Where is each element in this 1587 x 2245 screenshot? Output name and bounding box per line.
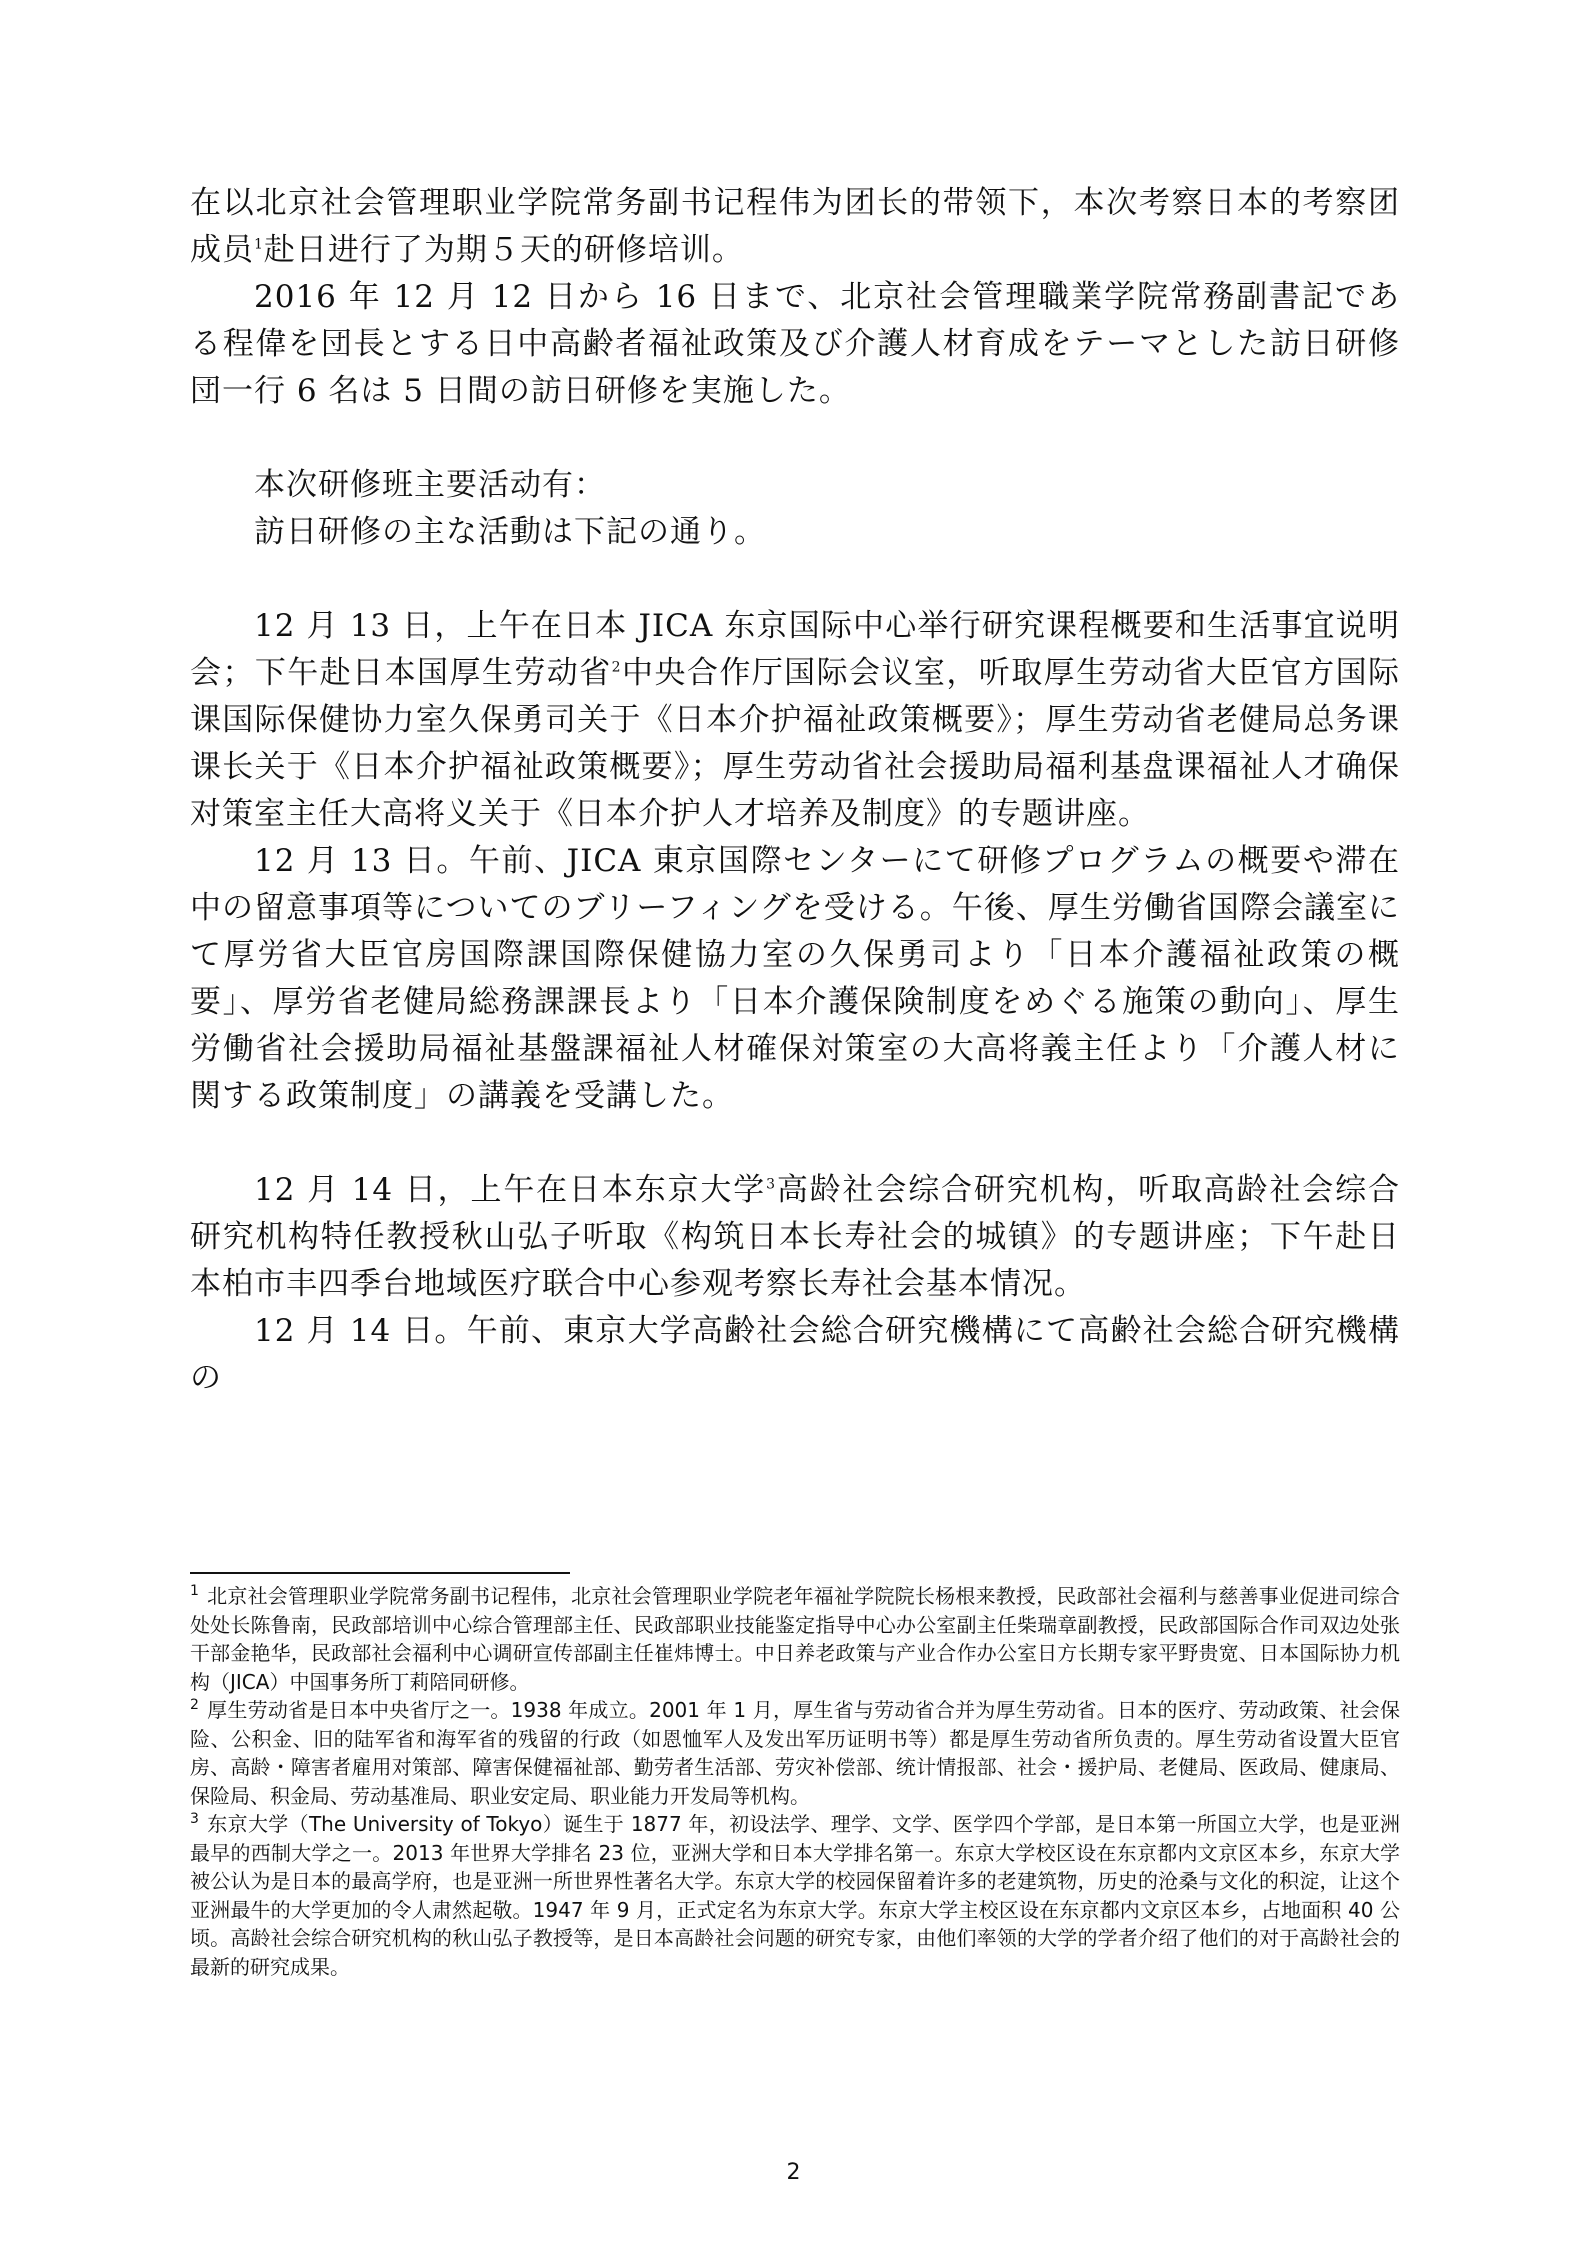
- paragraph: [190, 838, 1400, 1120]
- footnote-text: 北京社会管理职业学院常务副书记程伟，北京社会管理职业学院老年福祉学院院长杨根来教授，民政部社会福利与慈善事业促进司综合处处长陈鲁南，民政部培训中心综合管理部主任、民政部职业技能鉴定指导中心办公室副主任柴瑞章副教授，民政部国际合作司双边处张干部金艳华，民政部社会福利中心调研宣传部副主任崔炜博士。中日养老政策与产业合作办公室日方长期专家平野贵宽、日本国际协力机构（JICA）中国事务所丁莉陪同研修。: [190, 1584, 1400, 1694]
- paragraph-text: 訪日研修の主な活動は下記の通り。: [254, 514, 766, 550]
- paragraph-text: 本次研修班主要活动有：: [254, 467, 606, 503]
- paragraph: [190, 509, 1400, 556]
- footnotes: [190, 1582, 1400, 1981]
- footnote-reference: 3: [766, 1176, 776, 1193]
- footnote-text: 厚生劳动省是日本中央省厅之一。1938 年成立。2001 年 1 月，厚生省与劳动省合并为厚生劳动省。日本的医疗、劳动政策、社会保险、公积金、旧的陆军省和海军省的残留的行政（如恩恤军人及发出军历证明书等）都是厚生劳动省所负责的。厚生劳动省设置大臣官房、高龄・障害者雇用对策部、障害保健福祉部、勤劳者生活部、劳灾补偿部、统计情报部、社会・援护局、老健局、医政局、健康局、保险局、积金局、劳动基准局、职业安定局、职业能力开发局等机构。: [190, 1698, 1400, 1808]
- paragraph-text: 中央合作厅国际会议室，听取厚生劳动省大臣官方国际课国际保健协力室久保勇司关于《日本介护福祉政策概要》；厚生劳动省老健局总务课课长关于《日本介护福祉政策概要》；厚生劳动省社会援助局福利基盘课福祉人才确保对策室主任大高将义关于《日本介护人才培养及制度》的专题讲座。: [190, 655, 1401, 832]
- body-text: [190, 180, 1400, 1402]
- paragraph-text: 2016 年 12 月 12 日から 16 日まで、北京社会管理職業学院常務副書記である程偉を団長とする日中高齢者福祉政策及び介護人材育成をテーマとした訪日研修団一行 6 名は 5 日間の訪日研修を実施した。: [190, 279, 1400, 409]
- footnote-number: 2: [190, 1697, 199, 1714]
- paragraph-gap: [190, 1120, 1400, 1167]
- page-number: 2: [786, 2160, 801, 2185]
- footnote-text: 东京大学（The University of Tokyo）诞生于 1877 年，初设法学、理学、文学、医学四个学部，是日本第一所国立大学，也是亚洲最早的西制大学之一。2013 年世界大学排名 23 位，亚洲大学和日本大学排名第一。东京大学校区设在东京都内文京区本乡，东京大学被公认为是日本的最高学府，也是亚洲一所世界性著名大学。东京大学的校园保留着许多的老建筑物，历史的沧桑与文化的积淀，让这个亚洲最牛的大学更加的令人肃然起敬。1947 年 9 月，正式定名为东京大学。东京大学主校区设在东京都内文京区本乡，占地面积 40 公顷。高龄社会综合研究机构的秋山弘子教授等，是日本高龄社会问题的研究专家，由他们率领的大学的学者介绍了他们的对于高龄社会的最新的研究成果。: [190, 1812, 1400, 1979]
- paragraph-gap: [190, 556, 1400, 603]
- paragraph: [190, 1167, 1400, 1308]
- paragraph-text: 12 月 14 日。午前、東京大学高齢社会総合研究機構にて高齢社会総合研究機構の: [190, 1313, 1400, 1396]
- footnote-reference: 2: [611, 659, 622, 676]
- paragraph: [190, 180, 1400, 274]
- paragraph-text: 在以北京社会管理职业学院常务副书记程伟为团长的带领下，本次考察日本的考察团成员: [190, 185, 1400, 268]
- paragraph-gap: [190, 415, 1400, 462]
- footnote-reference: 1: [254, 236, 264, 253]
- paragraph-text: 赴日进行了为期５天的研修培训。: [263, 232, 744, 268]
- paragraph: [190, 274, 1400, 415]
- paragraph: [190, 462, 1400, 509]
- paragraph-text: 高龄社会综合研究机构，听取高龄社会综合研究机构特任教授秋山弘子听取《构筑日本长寿社会的城镇》的专题讲座；下午赴日本柏市丰四季台地域医疗联合中心参观考察长寿社会基本情况。: [190, 1172, 1400, 1302]
- paragraph: [190, 1308, 1400, 1402]
- footnote-number: 3: [190, 1811, 199, 1828]
- footnote: [190, 1696, 1400, 1810]
- paragraph-text: 12 月 13 日。午前、JICA 東京国際センターにて研修プログラムの概要や滞在中の留意事項等についてのブリーフィングを受ける。午後、厚生労働省国際会議室にて厚労省大臣官房国際課国際保健協力室の久保勇司より「日本介護福祉政策の概要」、厚労省老健局総務課課長より「日本介護保険制度をめぐる施策の動向」、厚生労働省社会援助局福祉基盤課福祉人材確保対策室の大高将義主任より「介護人材に関する政策制度」の講義を受講した。: [190, 843, 1400, 1114]
- footnote-number: 1: [190, 1583, 199, 1600]
- paragraph-text: 12 月 14 日，上午在日本东京大学: [254, 1172, 767, 1208]
- footnote-separator: [190, 1572, 570, 1574]
- paragraph-text: 12 月 13 日，上午在日本 JICA 东京国际中心举行研究课程概要和生活事宜说明会；下午赴日本国厚生劳动省: [190, 608, 1400, 691]
- footnote: [190, 1810, 1400, 1981]
- paragraph: [190, 603, 1400, 838]
- footnote: [190, 1582, 1400, 1696]
